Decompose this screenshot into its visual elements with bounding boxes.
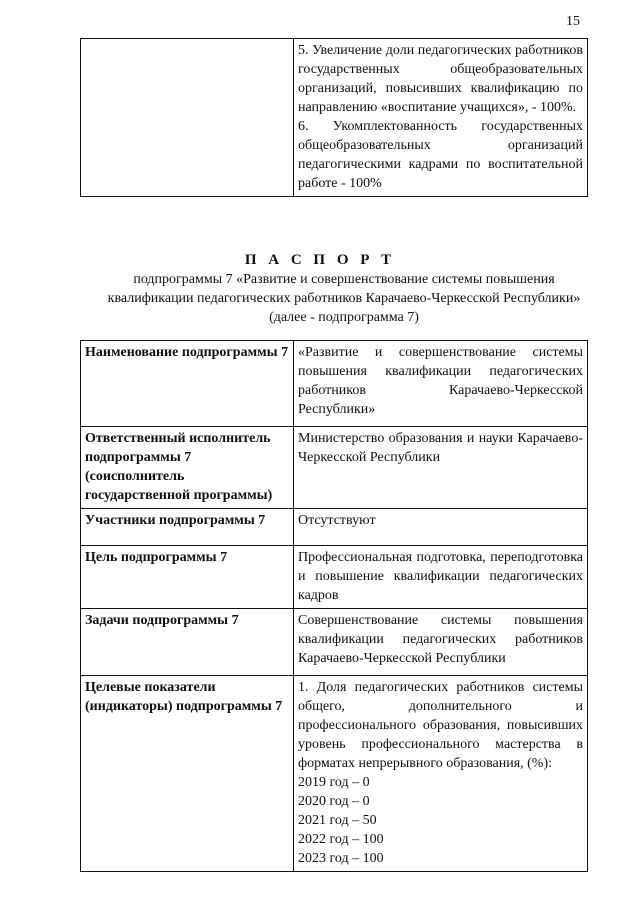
row-label-name: Наименование подпрограммы 7 xyxy=(81,341,294,427)
year-value: 2022 год – 100 xyxy=(298,832,384,847)
row-value-executor: Министерство образования и науки Карачаево-Черкесской Республики xyxy=(294,427,588,509)
empty-left-cell xyxy=(81,39,294,197)
year-value: 2021 год – 50 xyxy=(298,813,377,828)
year-value: 2020 год – 0 xyxy=(298,794,370,809)
table-row xyxy=(81,341,588,427)
row-label-indicators: Целевые показатели (индикаторы) подпрограммы 7 xyxy=(81,676,294,872)
row-label-goal: Цель подпрограммы 7 xyxy=(81,546,294,609)
table-row xyxy=(81,546,588,609)
row-label-executor: Ответственный исполнитель подпрограммы 7 (соисполнитель государственной программы) xyxy=(81,427,294,509)
passport-table xyxy=(80,340,588,872)
row-value-name: «Развитие и совершенствование системы повышения квалификации педагогических работников Карачаево-Черкесской Республики» xyxy=(294,341,588,427)
year-value: 2023 год – 100 xyxy=(298,851,384,866)
year-value: 2019 год – 0 xyxy=(298,775,370,790)
passport-title: П А С П О Р Т xyxy=(244,252,396,268)
table-row xyxy=(81,609,588,676)
row-label-tasks: Задачи подпрограммы 7 xyxy=(81,609,294,676)
row-value-indicators xyxy=(294,676,588,872)
table-row xyxy=(81,509,588,546)
row-value-tasks: Совершенствование системы повышения квалификации педагогических работников Карачаево-Черкесской Республики xyxy=(294,609,588,676)
continuation-table xyxy=(80,38,588,197)
table-row xyxy=(81,427,588,509)
row-value-goal: Профессиональная подготовка, переподготовка и повышение квалификации педагогических кадров xyxy=(294,546,588,609)
row-value-participants: Отсутствуют xyxy=(294,509,588,546)
indicator-description: 1. Доля педагогических работников системы общего, дополнительного и профессионального образования, повысивших уровень профессионального мастерства в форматах непрерывного образования, (%): xyxy=(298,680,583,771)
table-row xyxy=(81,676,588,872)
indicator-item-5: 5. Увеличение доли педагогических работников государственных общеобразовательных организаций, повысивших квалификацию по направлению «воспитание учащихся», - 100%. xyxy=(298,43,583,115)
passport-subtitle: подпрограммы 7 «Развитие и совершенствование системы повышения квалификации педагогических работников Карачаево-Черкесской Республики» (далее - подпрограмма 7) xyxy=(107,272,581,325)
indicators-cell xyxy=(294,39,588,197)
row-label-participants: Участники подпрограммы 7 xyxy=(81,509,294,546)
indicator-item-6: 6. Укомплектованность государственных общеобразовательных организаций педагогическими кадрами по воспитательной работе - 100% xyxy=(298,119,583,191)
table-row xyxy=(81,39,588,197)
page-number: 15 xyxy=(566,14,580,29)
